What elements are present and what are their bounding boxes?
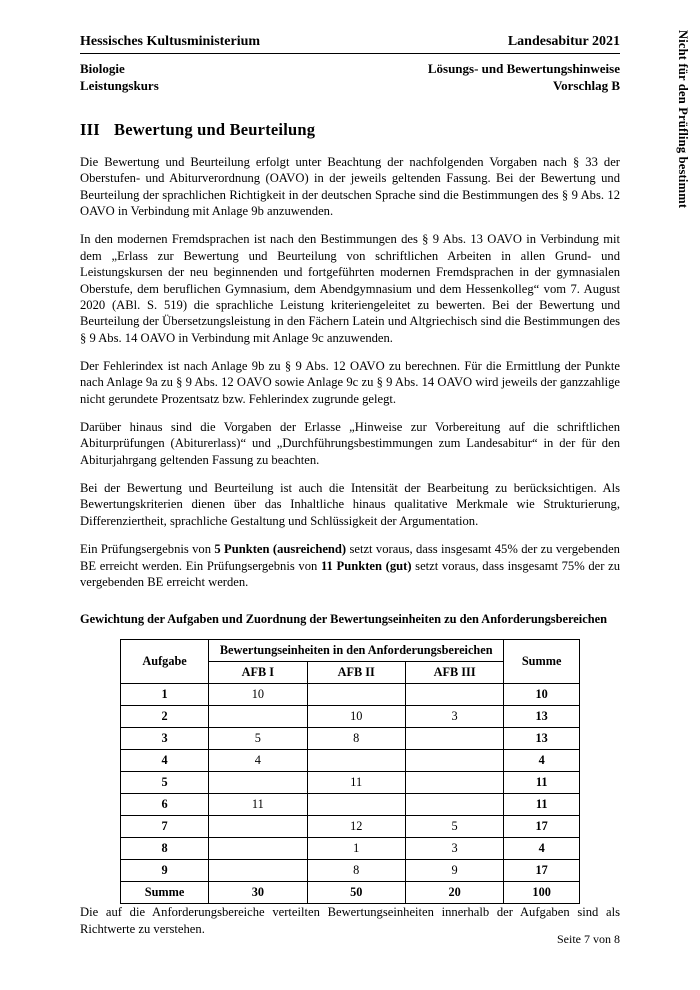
header-ministry: Hessisches Kultusministerium (80, 34, 261, 49)
paragraph-5: Bei der Bewertung und Beurteilung ist auch die Intensität der Bearbeitung zu berücksichtigen. Als Bewertungskriterien dienen über das Inhaltliche hinaus qualitative Merkmale wie Strukturierung, Differenziertheit, sprachliche Gestaltung und Schlüssigkeit der Argumentation. (80, 481, 620, 528)
total-afb2: 50 (307, 882, 405, 904)
cell-sum: 10 (504, 684, 580, 706)
row-total-label: Summe (121, 882, 209, 904)
weighting-table (120, 639, 580, 904)
cell-afb2: 10 (307, 706, 405, 728)
table-row (121, 684, 580, 706)
cell-afb2: 8 (307, 860, 405, 882)
table-header-row-1 (121, 640, 580, 662)
paragraph-after-table: Die auf die Anforderungsbereiche verteilten Bewertungseinheiten innerhalb der Aufgaben sind als Richtwerte zu verstehen. (80, 905, 620, 936)
cell-afb3: 5 (405, 816, 503, 838)
cell-sum: 13 (504, 728, 580, 750)
cell-sum: 4 (504, 838, 580, 860)
cell-sum: 17 (504, 816, 580, 838)
cell-afb3 (405, 772, 503, 794)
cell-afb1: 10 (209, 684, 307, 706)
table-row (121, 816, 580, 838)
cell-afb2 (307, 794, 405, 816)
header-exam-year: Landesabitur 2021 (507, 34, 620, 49)
table-row (121, 728, 580, 750)
col-header-task: Aufgabe (121, 640, 209, 684)
paragraph-grading-thresholds (80, 541, 620, 590)
table-row (121, 706, 580, 728)
col-header-afb2: AFB II (307, 662, 405, 684)
cell-afb3 (405, 728, 503, 750)
cell-afb1 (209, 816, 307, 838)
cell-afb3: 3 (405, 838, 503, 860)
col-header-afb1: AFB I (209, 662, 307, 684)
row-task-6: 6 (121, 794, 209, 816)
cell-afb3 (405, 684, 503, 706)
cell-afb1 (209, 772, 307, 794)
table-row (121, 860, 580, 882)
cell-afb2: 11 (307, 772, 405, 794)
row-task-8: 8 (121, 838, 209, 860)
total-afb1: 30 (209, 882, 307, 904)
row-task-3: 3 (121, 728, 209, 750)
cell-afb1: 5 (209, 728, 307, 750)
document-header-subject (80, 61, 620, 77)
cell-afb1 (209, 706, 307, 728)
cell-afb1: 11 (209, 794, 307, 816)
table-total-row (121, 882, 580, 904)
page-footer: Seite 7 von 8 (557, 932, 620, 946)
row-task-1: 1 (121, 684, 209, 706)
side-note-vertical: Nicht für den Prüfling bestimmt (676, 30, 690, 209)
cell-afb1 (209, 860, 307, 882)
cell-afb3 (405, 794, 503, 816)
total-sum: 100 (504, 882, 580, 904)
document-header-top (80, 34, 620, 50)
cell-afb2 (307, 750, 405, 772)
cell-afb1 (209, 838, 307, 860)
threshold-text-part-3: setzt voraus, dass insgesamt 75% der zu vergebenden BE erreicht werden. (80, 558, 620, 589)
row-task-4: 4 (121, 750, 209, 772)
header-doctype: Lösungs- und Bewertungshinweise (427, 61, 620, 76)
row-task-5: 5 (121, 772, 209, 794)
paragraph-4: Darüber hinaus sind die Vorgaben der Erlasse „Hinweise zur Vorbereitung auf die schriftlichen Abiturprüfungen (Abiturerlass)“ und „Durchführungsbestimmungen zum Landesabitur“ in der für den Abiturjahrgang geltenden Fassung zu beachten. (80, 420, 620, 467)
col-header-afb3: AFB III (405, 662, 503, 684)
cell-sum: 17 (504, 860, 580, 882)
page-title (80, 120, 620, 140)
header-divider (80, 53, 620, 54)
cell-afb3: 9 (405, 860, 503, 882)
paragraph-2: In den modernen Fremdsprachen ist nach den Bestimmungen des § 9 Abs. 13 OAVO in Verbindung mit dem „Erlass zur Bewertung und Beurteilung von schriftlichen Arbeiten in allen Grund- und Leistungskursen der neu beginnenden und fortgeführten modernen Fremdsprachen in der gymnasialen Oberstufe, dem beruflichen Gymnasium, dem Abendgymnasium und dem Hessenkolleg“ vom 7. August 2020 (ABl. S. 519) die sprachliche Leistung kriteriengeleitet zu bewerten. Bei der Bewertung und Beurteilung der Übersetzungsleistung in den Fächern Latein und Altgriechisch sind die Bestimmungen des § 9 Abs. 14 OAVO in Verbindung mit Anlage 9c anzuwenden. (80, 232, 620, 345)
table-row (121, 794, 580, 816)
cell-sum: 11 (504, 794, 580, 816)
cell-afb3: 3 (405, 706, 503, 728)
cell-afb2: 8 (307, 728, 405, 750)
section-title: Bewertung und Beurteilung (114, 120, 316, 139)
paragraph-3: Der Fehlerindex ist nach Anlage 9b zu § 9 Abs. 12 OAVO zu berechnen. Für die Ermittlung der Punkte nach Anlage 9a zu § 9 Abs. 12 OAVO sowie Anlage 9c zu § 9 Abs. 14 OAVO wird jeweils der ganzzahlige nicht gerundete Prozentsatz bzw. Fehlerindex zugrunde gelegt. (80, 358, 620, 406)
table-row (121, 838, 580, 860)
threshold-5-points: 5 Punkten (ausreichend) (214, 542, 347, 557)
page-content (80, 34, 620, 937)
threshold-text-part-1: Ein Prüfungsergebnis von (80, 542, 215, 557)
header-subject: Biologie (80, 61, 125, 76)
row-task-2: 2 (121, 706, 209, 728)
row-task-7: 7 (121, 816, 209, 838)
threshold-11-points: 11 Punkten (gut) (320, 558, 412, 573)
cell-afb1: 4 (209, 750, 307, 772)
cell-sum: 11 (504, 772, 580, 794)
header-proposal: Vorschlag B (552, 78, 620, 93)
col-header-sum: Summe (504, 640, 580, 684)
total-afb3: 20 (405, 882, 503, 904)
row-task-9: 9 (121, 860, 209, 882)
table-caption: Gewichtung der Aufgaben und Zuordnung der Bewertungseinheiten zu den Anforderungsbereichen (80, 612, 608, 627)
section-numeral: III (80, 120, 100, 139)
paragraph-1: Die Bewertung und Beurteilung erfolgt unter Beachtung der nachfolgenden Vorgaben nach § 33 der Oberstufen- und Abiturverordnung (OAVO) in der jeweils geltenden Fassung. Bei der Bewertung und Beurteilung der sprachlichen Richtigkeit in der deutschen Sprache sind die Bestimmungen des § 9 Abs. 12 OAVO in Verbindung mit Anlage 9b anzuwenden. (80, 155, 620, 219)
cell-afb3 (405, 750, 503, 772)
cell-afb2: 12 (307, 816, 405, 838)
document-header-course (80, 78, 620, 94)
cell-sum: 13 (504, 706, 580, 728)
header-course-level: Leistungskurs (80, 78, 159, 93)
threshold-text-part-2: setzt voraus, dass insgesamt 45% der zu vergebenden BE erreicht werden. Ein Prüfungsergebnis von (80, 542, 620, 573)
table-row (121, 772, 580, 794)
cell-afb2: 1 (307, 838, 405, 860)
cell-sum: 4 (504, 750, 580, 772)
col-header-group: Bewertungseinheiten in den Anforderungsbereichen (209, 640, 504, 662)
table-row (121, 750, 580, 772)
cell-afb2 (307, 684, 405, 706)
